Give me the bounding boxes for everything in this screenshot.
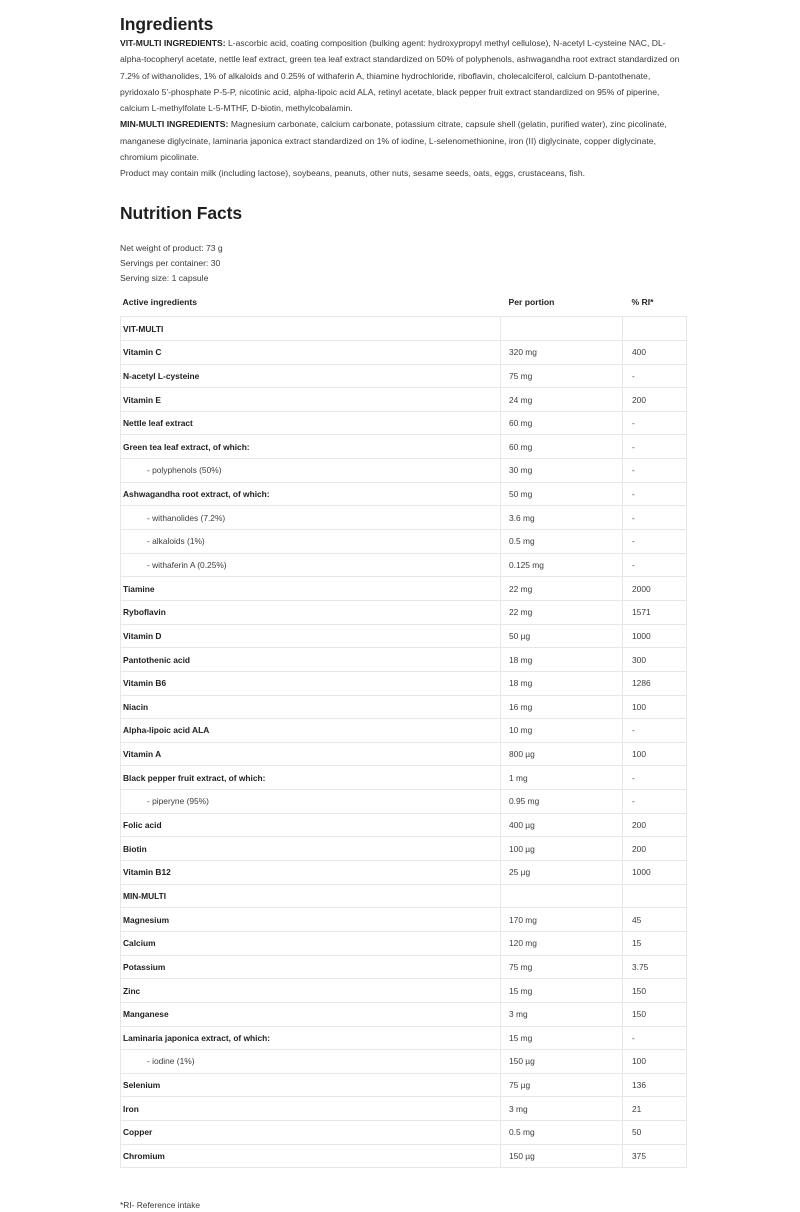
cell-per-portion: 10 mg	[501, 719, 623, 743]
table-header	[121, 297, 687, 317]
cell-per-portion: 25 µg	[501, 861, 623, 885]
net-weight-line: Net weight of product: 73 g	[120, 242, 223, 253]
cell-per-portion: 75 mg	[501, 955, 623, 979]
cell-per-portion	[501, 884, 623, 908]
cell-per-portion: 24 mg	[501, 388, 623, 412]
cell-ri-percent	[623, 317, 687, 341]
cell-per-portion: 170 mg	[501, 908, 623, 932]
table-row	[121, 671, 687, 695]
cell-per-portion: 3 mg	[501, 1002, 623, 1026]
cell-ingredient-name: Vitamin E	[121, 388, 501, 412]
table-row	[121, 1050, 687, 1074]
cell-ingredient-name: Laminaria japonica extract, of which:	[121, 1026, 501, 1050]
cell-ri-percent: -	[623, 459, 687, 483]
cell-ingredient-name: Green tea leaf extract, of which:	[121, 435, 501, 459]
table-row	[121, 530, 687, 554]
cell-ingredient-name: Alpha-lipoic acid ALA	[121, 719, 501, 743]
cell-ingredient-name: Vitamin B6	[121, 671, 501, 695]
cell-ri-percent: 100	[623, 742, 687, 766]
cell-ri-percent: 100	[623, 1050, 687, 1074]
cell-ingredient-name: Potassium	[121, 955, 501, 979]
table-row	[121, 600, 687, 624]
table-row	[121, 742, 687, 766]
cell-per-portion: 150 µg	[501, 1050, 623, 1074]
cell-ingredient-name: Copper	[121, 1121, 501, 1145]
cell-per-portion: 15 mg	[501, 1026, 623, 1050]
cell-per-portion: 50 mg	[501, 482, 623, 506]
table-row	[121, 908, 687, 932]
table-row	[121, 837, 687, 861]
cell-ingredient-name: Biotin	[121, 837, 501, 861]
cell-ri-percent: 200	[623, 388, 687, 412]
cell-ri-percent: 150	[623, 1002, 687, 1026]
cell-ri-percent: 21	[623, 1097, 687, 1121]
cell-ri-percent: 136	[623, 1073, 687, 1097]
cell-per-portion: 18 mg	[501, 671, 623, 695]
cell-ri-percent: 100	[623, 695, 687, 719]
cell-ri-percent: 300	[623, 648, 687, 672]
table-row	[121, 577, 687, 601]
cell-ri-percent: 200	[623, 837, 687, 861]
cell-per-portion: 3 mg	[501, 1097, 623, 1121]
cell-ingredient-name: Calcium	[121, 931, 501, 955]
cell-ingredient-name: Vitamin D	[121, 624, 501, 648]
cell-ri-percent: 1571	[623, 600, 687, 624]
cell-ri-percent: 1000	[623, 624, 687, 648]
cell-ingredient-name: Vitamin A	[121, 742, 501, 766]
ingredients-section	[120, 0, 686, 35]
table-row	[121, 1097, 687, 1121]
cell-ingredient-name: Vitamin B12	[121, 861, 501, 885]
cell-ingredient-name: Folic acid	[121, 813, 501, 837]
cell-ingredient-name: - piperyne (95%)	[121, 790, 501, 814]
table-header-row	[121, 297, 687, 317]
cell-ri-percent: -	[623, 435, 687, 459]
cell-ri-percent: 400	[623, 340, 687, 364]
nutrition-facts-heading: Nutrition Facts	[120, 202, 242, 223]
cell-per-portion: 75 µg	[501, 1073, 623, 1097]
cell-ri-percent: -	[623, 506, 687, 530]
cell-per-portion: 50 µg	[501, 624, 623, 648]
cell-ingredient-name: MIN-MULTI	[121, 884, 501, 908]
cell-ri-percent: 3.75	[623, 955, 687, 979]
table-row	[121, 1121, 687, 1145]
ri-footnote: *RI- Reference intake	[120, 1200, 201, 1211]
cell-ingredient-name: Niacin	[121, 695, 501, 719]
min-multi-ingredients-paragraph	[120, 116, 686, 165]
table-row	[121, 459, 687, 483]
cell-per-portion: 1 mg	[501, 766, 623, 790]
cell-ri-percent: -	[623, 411, 687, 435]
table-row	[121, 553, 687, 577]
table-row	[121, 1026, 687, 1050]
cell-per-portion: 100 µg	[501, 837, 623, 861]
cell-ri-percent: -	[623, 790, 687, 814]
cell-ingredient-name: N-acetyl L-cysteine	[121, 364, 501, 388]
cell-ri-percent: 150	[623, 979, 687, 1003]
table-row	[121, 719, 687, 743]
cell-per-portion: 0.5 mg	[501, 1121, 623, 1145]
cell-per-portion: 3.6 mg	[501, 506, 623, 530]
cell-ingredient-name: - alkaloids (1%)	[121, 530, 501, 554]
cell-per-portion: 320 mg	[501, 340, 623, 364]
cell-ingredient-name: - withaferin A (0.25%)	[121, 553, 501, 577]
table-row	[121, 506, 687, 530]
column-header-active-ingredients: Active ingredients	[122, 297, 197, 308]
cell-ri-percent: 45	[623, 908, 687, 932]
cell-ri-percent: -	[623, 482, 687, 506]
vit-multi-ingredients-paragraph	[120, 35, 686, 116]
cell-ri-percent: 2000	[623, 577, 687, 601]
serving-size-line: Serving size: 1 capsule	[120, 273, 209, 284]
column-header-ri: % RI*	[631, 297, 654, 308]
cell-per-portion: 400 µg	[501, 813, 623, 837]
table-row	[121, 813, 687, 837]
table-row	[121, 695, 687, 719]
cell-per-portion: 0.5 mg	[501, 530, 623, 554]
nutrition-facts-table	[120, 297, 687, 1168]
cell-per-portion: 22 mg	[501, 577, 623, 601]
cell-per-portion: 800 µg	[501, 742, 623, 766]
cell-ri-percent: -	[623, 719, 687, 743]
table-row	[121, 884, 687, 908]
cell-ingredient-name: Vitamin C	[121, 340, 501, 364]
allergen-statement: Product may contain milk (including lactose), soybeans, peanuts, other nuts, sesame seeds, oats, eggs, crustaceans, fish.	[120, 168, 586, 179]
cell-ri-percent: 1000	[623, 861, 687, 885]
cell-per-portion: 22 mg	[501, 600, 623, 624]
cell-ri-percent	[623, 884, 687, 908]
table-row	[121, 766, 687, 790]
cell-ingredient-name: Black pepper fruit extract, of which:	[121, 766, 501, 790]
cell-ingredient-name: VIT-MULTI	[121, 317, 501, 341]
cell-per-portion: 60 mg	[501, 435, 623, 459]
table-row	[121, 861, 687, 885]
cell-ri-percent: -	[623, 1026, 687, 1050]
cell-ri-percent: 50	[623, 1121, 687, 1145]
cell-ri-percent: 375	[623, 1144, 687, 1168]
table-row	[121, 340, 687, 364]
cell-ingredient-name: Tiamine	[121, 577, 501, 601]
cell-per-portion: 75 mg	[501, 364, 623, 388]
cell-ri-percent: -	[623, 766, 687, 790]
min-multi-label: MIN-MULTI INGREDIENTS:	[120, 119, 229, 130]
cell-per-portion: 60 mg	[501, 411, 623, 435]
cell-per-portion: 0.95 mg	[501, 790, 623, 814]
cell-per-portion: 0.125 mg	[501, 553, 623, 577]
cell-ingredient-name: Chromium	[121, 1144, 501, 1168]
cell-ingredient-name: - iodine (1%)	[121, 1050, 501, 1074]
cell-ingredient-name: Pantothenic acid	[121, 648, 501, 672]
vit-multi-text: L-ascorbic acid, coating composition (bulking agent: hydroxypropyl methyl cellulose), N-acetyl L-cysteine NAC, DL-alpha-tocopheryl acetate, nettle leaf extract, green tea leaf extract standardized on 50% of polyphenols, ashwagandha root extract standardized on 7.2% of withanolides, 1% of alkaloids and 0.25% of withaferin A, thiamine hydrochloride, riboflavin, cholecalciferol, calcium D-pantothenate, pyridoxalo 5'-phosphate P-5-P, nicotinic acid, alpha-lipoic acid ALA, retinyl acetate, black pepper fruit extract standardized on 95% of piperine, calcium L-methylfolate L-5-MTHF, D-biotin, methylcobalamin.	[120, 38, 680, 114]
cell-per-portion: 150 µg	[501, 1144, 623, 1168]
table-row	[121, 931, 687, 955]
column-header-per-portion: Per portion	[508, 297, 555, 308]
cell-per-portion: 30 mg	[501, 459, 623, 483]
cell-per-portion	[501, 317, 623, 341]
servings-per-container-line: Servings per container: 30	[120, 257, 221, 268]
cell-ingredient-name: Zinc	[121, 979, 501, 1003]
table-row	[121, 364, 687, 388]
table-row	[121, 1073, 687, 1097]
table-row	[121, 482, 687, 506]
cell-ingredient-name: Ryboflavin	[121, 600, 501, 624]
table-row	[121, 435, 687, 459]
cell-ingredient-name: - polyphenols (50%)	[121, 459, 501, 483]
cell-per-portion: 16 mg	[501, 695, 623, 719]
nutrition-facts-section	[120, 182, 686, 224]
vit-multi-label: VIT-MULTI INGREDIENTS:	[120, 38, 226, 48]
ingredients-heading: Ingredients	[120, 14, 214, 34]
cell-ingredient-name: Manganese	[121, 1002, 501, 1026]
cell-ingredient-name: - withanolides (7.2%)	[121, 506, 501, 530]
cell-ingredient-name: Ashwagandha root extract, of which:	[121, 482, 501, 506]
serving-info-block	[120, 241, 686, 287]
table-row	[121, 624, 687, 648]
table-row	[121, 955, 687, 979]
table-row	[121, 317, 687, 341]
cell-ingredient-name: Magnesium	[121, 908, 501, 932]
min-multi-text: Magnesium carbonate, calcium carbonate, potassium citrate, capsule shell (gelatin, purified water), zinc picolinate, manganese diglycinate, laminaria japonica extract standardized on 1% of iodine, L-selenomethionine, iron (II) diglycinate, copper diglycinate, chromium picolinate.	[120, 119, 667, 163]
cell-per-portion: 18 mg	[501, 648, 623, 672]
cell-per-portion: 15 mg	[501, 979, 623, 1003]
cell-ri-percent: 15	[623, 931, 687, 955]
cell-ri-percent: 1286	[623, 671, 687, 695]
table-row	[121, 1144, 687, 1168]
cell-ingredient-name: Selenium	[121, 1073, 501, 1097]
cell-ingredient-name: Nettle leaf extract	[121, 411, 501, 435]
table-row	[121, 1002, 687, 1026]
table-body	[121, 317, 687, 1168]
table-row	[121, 388, 687, 412]
cell-ri-percent: -	[623, 553, 687, 577]
cell-ingredient-name: Iron	[121, 1097, 501, 1121]
table-row	[121, 411, 687, 435]
cell-ri-percent: -	[623, 530, 687, 554]
table-row	[121, 979, 687, 1003]
cell-ri-percent: -	[623, 364, 687, 388]
table-row	[121, 648, 687, 672]
cell-ri-percent: 200	[623, 813, 687, 837]
table-row	[121, 790, 687, 814]
cell-per-portion: 120 mg	[501, 931, 623, 955]
